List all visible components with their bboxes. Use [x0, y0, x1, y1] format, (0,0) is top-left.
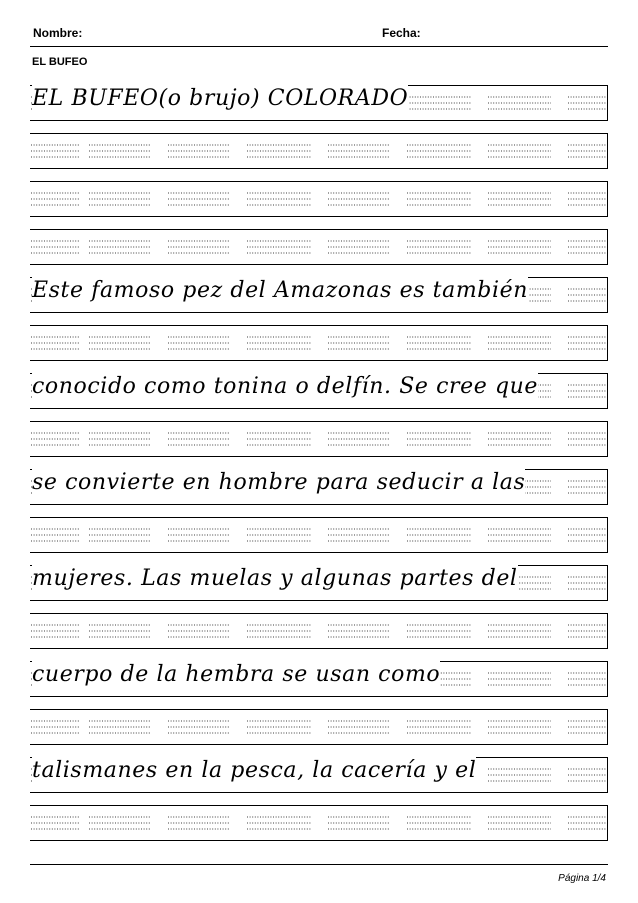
writing-row: [30, 565, 608, 601]
blank-practice-row: [30, 709, 608, 745]
name-label: Nombre:: [33, 26, 83, 40]
blank-practice-row: [30, 613, 608, 649]
blank-practice-row: [30, 229, 608, 265]
tracing-text: talismanes en la pesca, la cacería y el: [32, 758, 477, 783]
worksheet-title: EL BUFEO: [32, 56, 88, 68]
tracing-text: conocido como tonina o delfín. Se cree que: [32, 374, 539, 399]
tracing-text: se convierte en hombre para seducir a las: [32, 470, 526, 495]
worksheet-header: [30, 22, 608, 47]
blank-practice-row: [30, 181, 608, 217]
blank-practice-row: [30, 133, 608, 169]
tracing-text: Este famoso pez del Amazonas es también: [32, 278, 529, 303]
tracing-text: EL BUFEO(o brujo) COLORADO: [32, 86, 409, 111]
row-ruling: [30, 613, 608, 649]
row-ruling: [30, 133, 608, 169]
writing-row: [30, 661, 608, 697]
writing-row: [30, 277, 608, 313]
blank-practice-row: [30, 325, 608, 361]
row-ruling: [30, 325, 608, 361]
row-ruling: [30, 229, 608, 265]
writing-row: [30, 373, 608, 409]
blank-practice-row: [30, 517, 608, 553]
date-label: Fecha:: [382, 26, 421, 40]
page-footer: [30, 864, 608, 885]
row-ruling: [30, 421, 608, 457]
writing-row: [30, 85, 608, 121]
row-ruling: [30, 709, 608, 745]
row-ruling: [30, 517, 608, 553]
row-ruling: [30, 181, 608, 217]
blank-practice-row: [30, 805, 608, 841]
tracing-text: mujeres. Las muelas y algunas partes del: [32, 566, 518, 591]
writing-row: [30, 757, 608, 793]
blank-practice-row: [30, 421, 608, 457]
tracing-text: cuerpo de la hembra se usan como: [32, 662, 441, 687]
writing-row: [30, 469, 608, 505]
page-number: Página 1/4: [558, 873, 606, 884]
row-ruling: [30, 805, 608, 841]
